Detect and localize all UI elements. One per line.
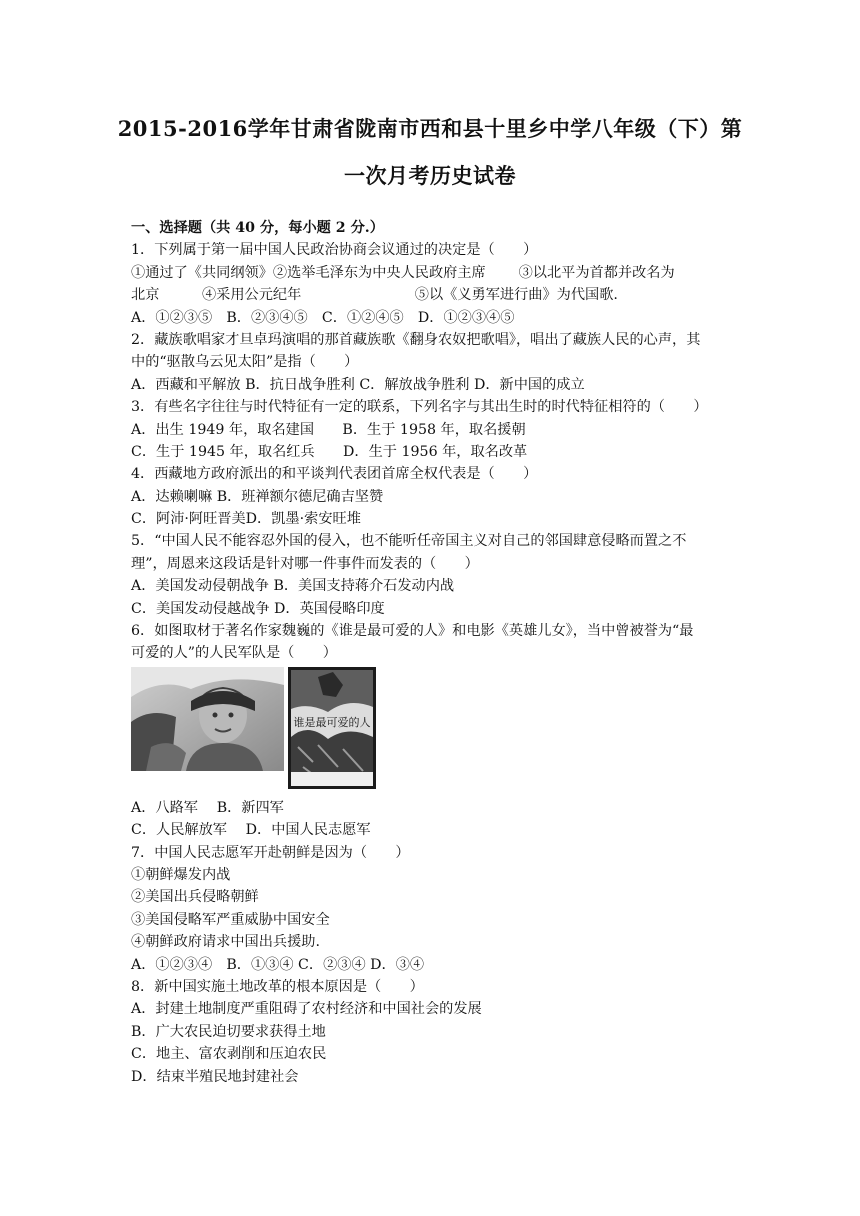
question-1-items-line-1: ①通过了《共同纲领》②选举毛泽东为中央人民政府主席 ③以北平为首都并改名为	[131, 264, 675, 281]
exam-body	[131, 217, 731, 1088]
question-7-item-4: ④朝鲜政府请求中国出兵援助.	[131, 934, 320, 951]
question-7-options: A．①②③④ B．①③④ C．②③④ D．③④	[131, 956, 425, 973]
question-3-options-line-2: C．生于 1945 年，取名红兵 D．生于 1956 年，取名改革	[131, 443, 528, 460]
question-7-item-1: ①朝鲜爆发内战	[131, 866, 231, 883]
question-2-options: A．西藏和平解放 B．抗日战争胜利 C．解放战争胜利 D．新中国的成立	[131, 376, 585, 393]
question-6-options-line-1: A．八路军 B．新四军	[131, 799, 284, 816]
question-2-stem-line-1: 2．藏族歌唱家才旦卓玛演唱的那首藏族歌《翻身农奴把歌唱》，唱出了藏族人民的心声，其	[131, 331, 701, 348]
question-8-option-c: C．地主、富农剥削和压迫农民	[131, 1046, 327, 1063]
question-7-stem: 7．中国人民志愿军开赴朝鲜是因为（ ）	[131, 844, 410, 861]
question-7-item-2: ②美国出兵侵略朝鲜	[131, 889, 259, 906]
question-5-options-line-1: A．美国发动侵朝战争 B．美国支持蒋介石发动内战	[131, 578, 455, 595]
section-heading: 一、选择题（共 40 分，每小题 2 分.）	[131, 220, 384, 236]
question-1-options: A．①②③⑤ B．②③④⑤ C．①②④⑤ D．①②③④⑤	[131, 309, 515, 326]
question-5-stem-line-1: 5．“中国人民不能容忍外国的侵入，也不能听任帝国主义对自己的邻国肆意侵略而置之不	[131, 533, 687, 550]
question-6-options-line-2: C．人民解放军 D．中国人民志愿军	[131, 822, 371, 839]
poster-image	[288, 667, 376, 789]
exam-title-line-1: 2015-2016学年甘肃省陇南市西和县十里乡中学八年级（下）第	[117, 116, 743, 141]
question-4-options-line-1: A．达赖喇嘛 B．班禅额尔德尼确吉坚赞	[131, 488, 384, 505]
question-1-items-line-2: 北京 ④采用公元纪年 ⑤以《义勇军进行曲》为代国歌.	[131, 287, 618, 304]
poster-title: 谁是最可爱的人	[293, 715, 371, 729]
question-6-stem-line-1: 6．如图取材于著名作家魏巍的《谁是最可爱的人》和电影《英雄儿女》，当中曾被誉为“最	[131, 623, 694, 640]
question-6-stem-line-2: 可爱的人”的人民军队是（ ）	[131, 645, 337, 662]
question-2-stem-line-2: 中的“驱散乌云见太阳”是指（ ）	[131, 354, 359, 371]
soldier-photo	[131, 667, 284, 771]
exam-title-line-2: 一次月考历史试卷	[344, 163, 516, 188]
question-3-options-line-1: A．出生 1949 年，取名建国 B．生于 1958 年，取名援朝	[131, 421, 526, 438]
question-8-option-d: D．结束半殖民地封建社会	[131, 1068, 299, 1085]
question-8-option-a: A．封建土地制度严重阻碍了农村经济和中国社会的发展	[131, 1001, 482, 1018]
question-8-stem: 8．新中国实施土地改革的根本原因是（ ）	[131, 978, 424, 995]
question-5-options-line-2: C．美国发动侵越战争 D．英国侵略印度	[131, 600, 385, 617]
question-8-option-b: B．广大农民迫切要求获得土地	[131, 1023, 326, 1040]
question-7-item-3: ③美国侵略军严重威胁中国安全	[131, 911, 330, 928]
question-1-stem: 1．下列属于第一届中国人民政治协商会议通过的决定是（ ）	[131, 242, 538, 259]
question-6-figures	[131, 667, 731, 795]
question-5-stem-line-2: 理”，周恩来这段话是针对哪一件事件而发表的（ ）	[131, 555, 479, 572]
question-4-options-line-2: C．阿沛·阿旺晋美D．凯墨·索安旺堆	[131, 511, 361, 528]
question-3-stem: 3．有些名字往往与时代特征有一定的联系，下列名字与其出生时的时代特征相符的（ ）	[131, 399, 708, 416]
question-4-stem: 4．西藏地方政府派出的和平谈判代表团首席全权代表是（ ）	[131, 466, 538, 483]
